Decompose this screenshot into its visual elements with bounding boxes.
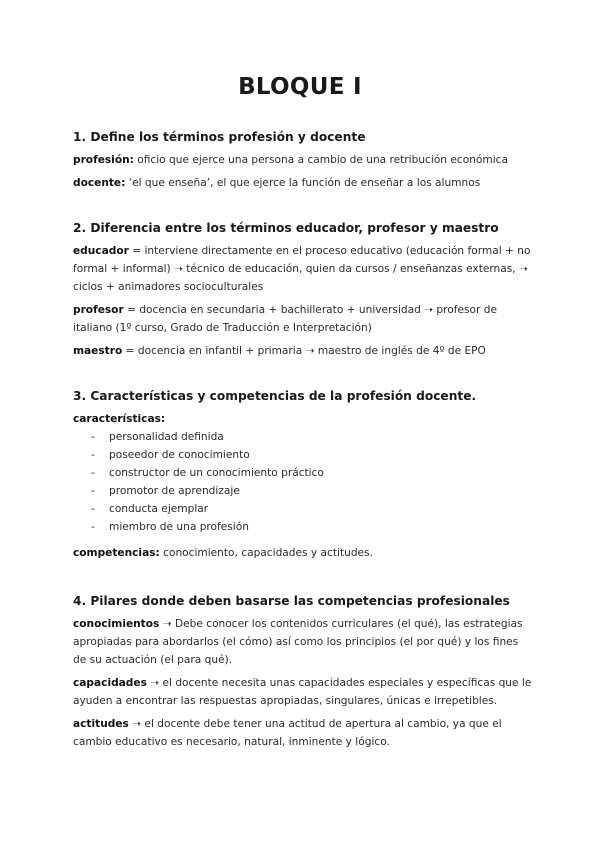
- definition-text: = interviene directamente en el proceso educativo (educación formal + no formal + informal) ➝ técnico de educación, quien da cursos / enseñanzas externas, ➝ ciclos + animadores socioculturales: [73, 245, 531, 293]
- definition-text: ➝ el docente debe tener una actitud de apertura al cambio, ya que el cambio educativo es necesario, natural, inminente y lógico.: [73, 718, 502, 748]
- definition-text: ➝ el docente necesita unas capacidades especiales y específicas que le ayuden a encontrar las respuestas apropiadas, singulares, únicas e irrepetibles.: [73, 677, 532, 707]
- term: características:: [73, 413, 166, 425]
- list-item-text: constructor de un conocimiento práctico: [109, 467, 324, 479]
- definition-docente: [73, 174, 533, 192]
- section-2: [73, 220, 533, 365]
- term: capacidades: [73, 677, 147, 689]
- term: conocimientos: [73, 618, 160, 630]
- term: maestro: [73, 345, 123, 357]
- definition-maestro: [73, 342, 533, 360]
- term: docente:: [73, 177, 126, 189]
- characteristics-list: [73, 428, 533, 536]
- list-item: - personalidad definida: [91, 431, 224, 443]
- term: actitudes: [73, 718, 129, 730]
- list-item-text: miembro de una profesión: [109, 521, 249, 533]
- page-title: BLOQUE I: [238, 74, 362, 100]
- definition-profesor: [73, 301, 533, 337]
- definition-text: ➝ Debe conocer los contenidos curriculares (el qué), las estrategias apropiadas para abordarlos (el cómo) así como los principios (el por qué) y los fines de su actuación (el para qué).: [73, 618, 523, 666]
- definition-profesion: [73, 151, 533, 169]
- list-item: - poseedor de conocimiento: [91, 449, 250, 461]
- term: competencias:: [73, 547, 160, 559]
- section-4: [73, 593, 533, 756]
- pillar-conocimientos: [73, 615, 533, 669]
- definition-text: ‘el que enseña’, el que ejerce la función de enseñar a los alumnos: [125, 177, 481, 189]
- list-item: - conducta ejemplar: [91, 503, 209, 515]
- pillar-capacidades: [73, 674, 533, 710]
- section-heading: 4. Pilares donde deben basarse las competencias profesionales: [73, 594, 510, 608]
- list-label: [73, 410, 533, 428]
- section-heading: 3. Características y competencias de la profesión docente.: [73, 389, 477, 403]
- definition-text: conocimiento, capacidades y actitudes.: [159, 547, 373, 559]
- list-item: - miembro de una profesión: [91, 521, 249, 533]
- term: profesor: [73, 304, 124, 316]
- section-heading: 2. Diferencia entre los términos educador, profesor y maestro: [73, 221, 499, 235]
- section-3: [73, 388, 533, 567]
- list-item-text: poseedor de conocimiento: [109, 449, 250, 461]
- pillar-actitudes: [73, 715, 533, 751]
- term: profesión:: [73, 154, 134, 166]
- section-1: [73, 129, 533, 197]
- section-heading: 1. Define los términos profesión y docente: [73, 130, 366, 144]
- list-item: - constructor de un conocimiento práctico: [91, 467, 324, 479]
- list-item-text: personalidad definida: [109, 431, 224, 443]
- definition-text: = docencia en secundaria + bachillerato + universidad ➝ profesor de italiano (1º curso, Grado de Traducción e Interpretación): [73, 304, 497, 334]
- list-item-text: conducta ejemplar: [109, 503, 209, 515]
- list-item: - promotor de aprendizaje: [91, 485, 240, 497]
- definition-text: oficio que ejerce una persona a cambio de una retribución económica: [133, 154, 508, 166]
- definition-educador: [73, 242, 533, 296]
- list-item-text: promotor de aprendizaje: [109, 485, 240, 497]
- term: educador: [73, 245, 129, 257]
- definition-text: = docencia en infantil + primaria ➝ maestro de inglés de 4º de EPO: [122, 345, 486, 357]
- definition-competencias: [73, 544, 533, 562]
